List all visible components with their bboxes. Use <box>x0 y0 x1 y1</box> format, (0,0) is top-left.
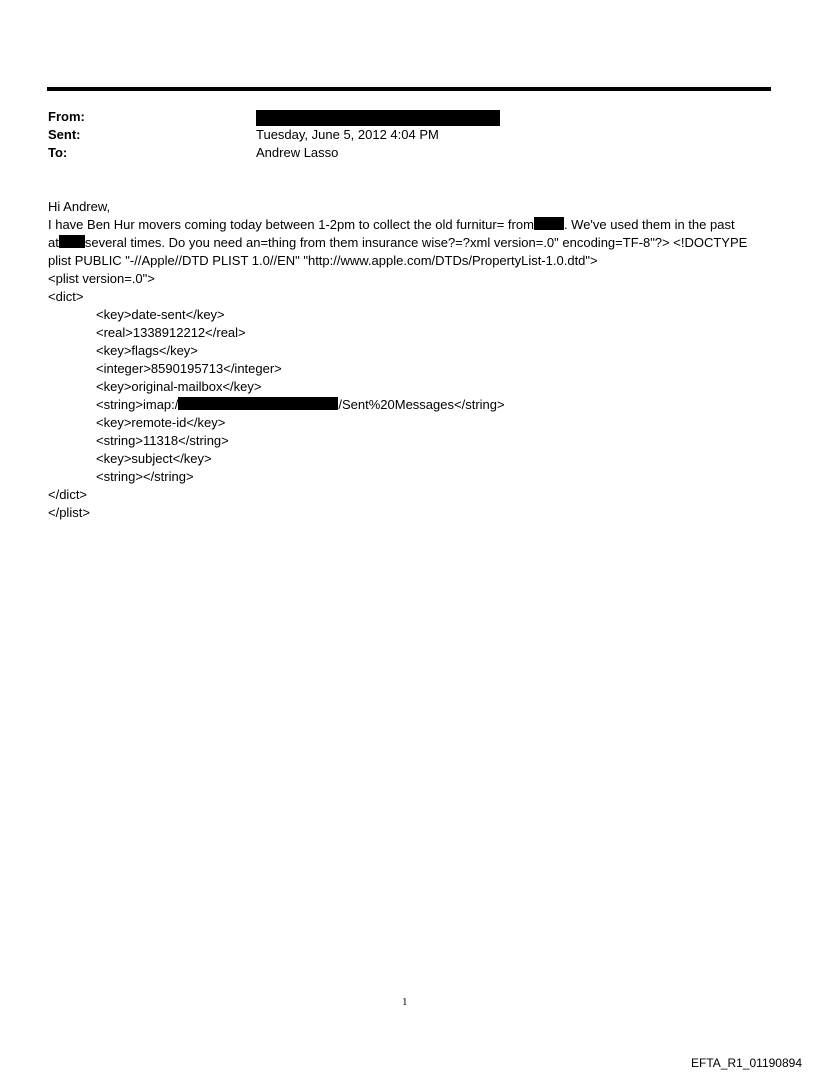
plist-line: <key>original-mailbox</key> <box>96 379 262 394</box>
plist-line: <key>flags</key> <box>96 343 198 358</box>
body-line-1-start: I have Ben Hur movers coming today between 1-2pm to collect the old furnitur= from <box>48 217 534 232</box>
body-line-2 <box>48 234 747 252</box>
plist-line: <string></string> <box>96 469 194 484</box>
to-label: To: <box>48 145 68 160</box>
mailbox-start: <string>imap:/ <box>96 397 179 412</box>
redaction-block <box>178 397 338 410</box>
redaction-block <box>59 235 85 248</box>
from-label: From: <box>48 109 85 124</box>
plist-line: <integer>8590195713</integer> <box>96 361 282 376</box>
sent-value: Tuesday, June 5, 2012 4:04 PM <box>256 127 439 142</box>
plist-line: <key>remote-id</key> <box>96 415 226 430</box>
plist-line: <key>subject</key> <box>96 451 212 466</box>
body-line-3: plist PUBLIC "-//Apple//DTD PLIST 1.0//EN" "http://www.apple.com/DTDs/PropertyList-1.0.dtd"> <box>48 253 598 268</box>
end-dict: </dict> <box>48 487 88 502</box>
body-line-1-end: . We've used them in the past <box>563 217 735 232</box>
plist-line: <real>1338912212</real> <box>96 325 246 340</box>
greeting: Hi Andrew, <box>48 199 111 214</box>
body-line-5: <dict> <box>48 289 84 304</box>
plist-line: <string>11318</string> <box>96 433 229 448</box>
plist-line: <key>date-sent</key> <box>96 307 225 322</box>
mailbox-end: /Sent%20Messages</string> <box>338 397 505 412</box>
body-line-2-start: at <box>48 235 59 250</box>
sent-label: Sent: <box>48 127 81 142</box>
to-value: Andrew Lasso <box>256 145 339 160</box>
plist-line-mailbox <box>96 396 505 414</box>
document-id: EFTA_R1_01190894 <box>691 1056 802 1070</box>
body-line-2-end: several times. Do you need an=thing from them insurance wise?=?xml version=.0" encoding=TF-8"?> <!DOCTYPE <box>84 235 748 250</box>
header-rule <box>47 87 771 91</box>
end-plist: </plist> <box>48 505 90 520</box>
body-line-1 <box>48 216 735 234</box>
from-value-redacted <box>256 108 500 126</box>
body-line-4: <plist version=.0"> <box>48 271 155 286</box>
redaction-block <box>534 217 564 230</box>
page-number: 1 <box>402 996 408 1008</box>
